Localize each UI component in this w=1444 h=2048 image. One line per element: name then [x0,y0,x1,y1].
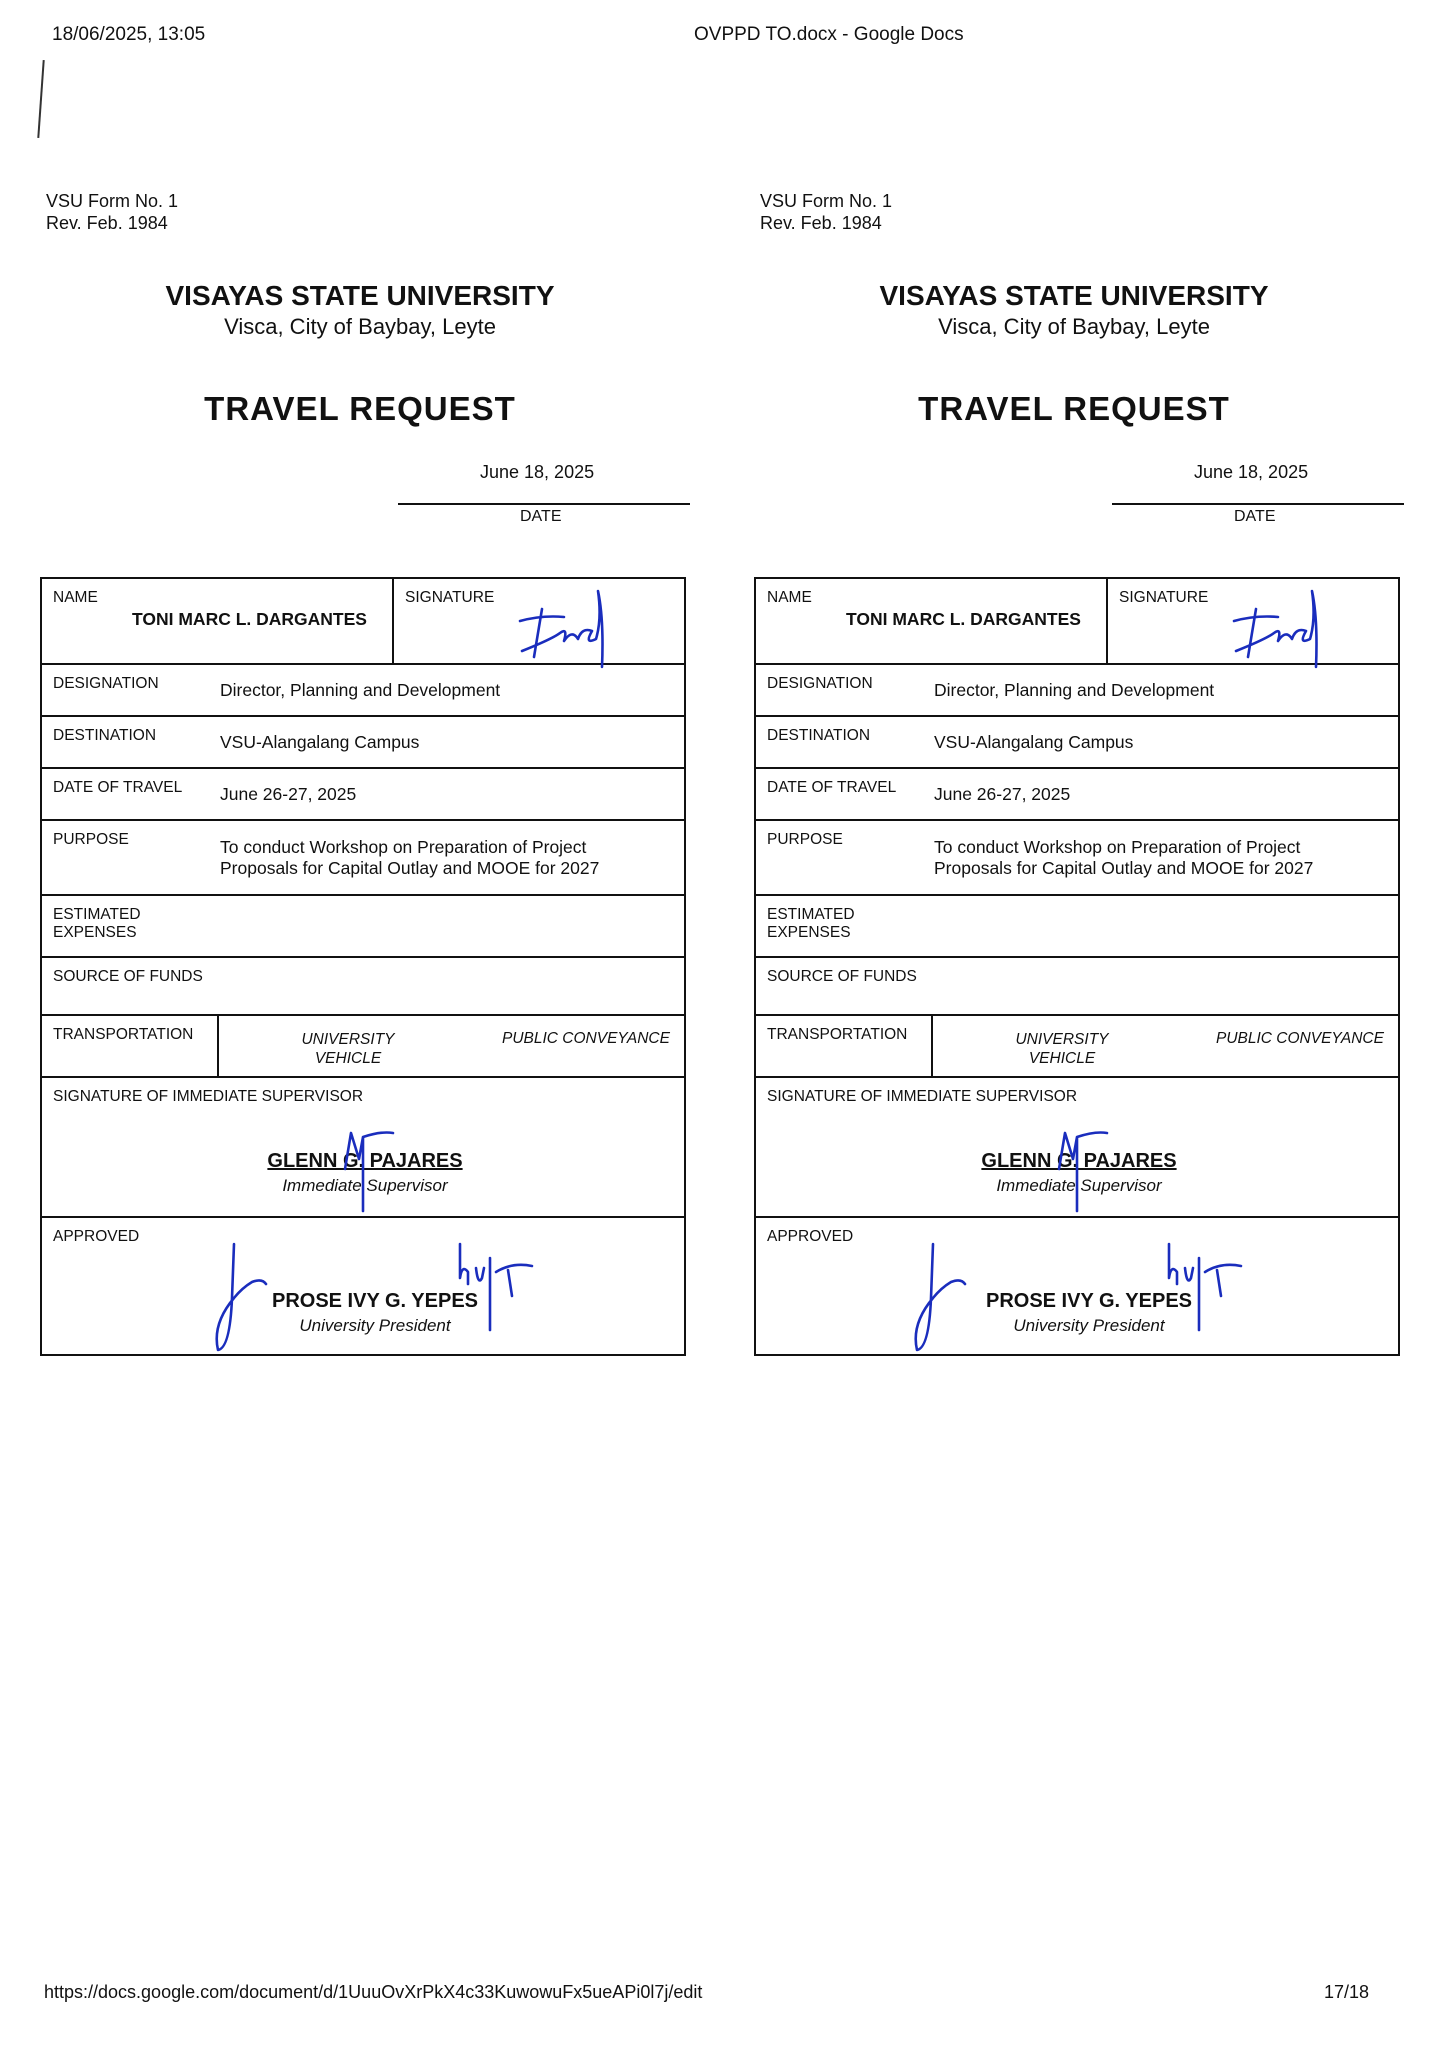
destination-label: DESTINATION [53,727,157,744]
travel-request-form-right [754,190,1414,1370]
approved-label: APPROVED [53,1228,140,1245]
transport-option-public-conveyance: PUBLIC CONVEYANCE [1216,1030,1384,1047]
designation-label: DESIGNATION [53,675,159,692]
form-title: TRAVEL REQUEST [918,390,1230,427]
designation-label: DESIGNATION [767,675,873,692]
approved-label: APPROVED [767,1228,854,1245]
name-label: NAME [53,589,98,606]
page-counter: 17/18 [1324,1982,1370,2002]
date-of-travel-row [756,769,1398,821]
form-number: VSU Form No. 1 [760,191,893,211]
estimated-expenses-row [756,896,1398,958]
transportation-row [42,1016,684,1078]
president-signature-mark [1161,1238,1261,1338]
estimated-expenses-row [42,896,684,958]
supervisor-row [756,1078,1398,1218]
university-name: VISAYAS STATE UNIVERSITY [165,280,555,311]
print-timestamp: 18/06/2025, 13:05 [52,24,206,45]
president-title: University President [299,1316,451,1335]
president-signature-mark [452,1238,542,1338]
form-number-block [46,190,178,234]
purpose-line-1: To conduct Workshop on Preparation of Project [934,837,1301,857]
supervisor-name: GLENN G. PAJARES [981,1150,1177,1172]
supervisor-title: Immediate Supervisor [996,1176,1162,1195]
destination-value: VSU-Alangalang Campus [220,732,420,752]
supervisor-title: Immediate Supervisor [282,1176,448,1195]
approved-row [756,1218,1398,1354]
purpose-value [934,837,1313,879]
date-line [398,503,690,505]
name-value: TONI MARC L. DARGANTES [132,609,367,629]
supervisor-signature [337,1123,417,1213]
source-of-funds-row [42,958,684,1016]
transportation-row [756,1016,1398,1078]
source-of-funds-row [756,958,1398,1016]
president-signature-initials [212,1238,282,1358]
purpose-line-2: Proposals for Capital Outlay and MOOE for 2027 [934,858,1314,878]
transport-option-public-conveyance: PUBLIC CONVEYANCE [502,1030,670,1047]
source-of-funds-label: SOURCE OF FUNDS [767,968,917,985]
supervisor-section-label: SIGNATURE OF IMMEDIATE SUPERVISOR [767,1088,1078,1105]
travel-request-table [754,577,1400,1356]
supervisor-row [42,1078,684,1218]
estimated-label-line-2: EXPENSES [767,924,851,941]
option-line-1: UNIVERSITY [1015,1031,1109,1048]
divider [1106,579,1108,663]
destination-row [756,717,1398,769]
date-value: June 18, 2025 [1194,462,1309,482]
date-of-travel-value: June 26-27, 2025 [934,784,1071,804]
form-revision: Rev. Feb. 1984 [46,213,168,233]
estimated-label-line-1: ESTIMATED [767,906,855,923]
destination-label: DESTINATION [767,727,871,744]
divider [931,1016,933,1076]
designation-value: Director, Planning and Development [220,680,501,700]
date-label: DATE [520,508,562,525]
university-location: Visca, City of Baybay, Leyte [224,314,496,339]
purpose-line-1: To conduct Workshop on Preparation of Project [220,837,587,857]
date-label: DATE [1234,508,1276,525]
date-of-travel-value: June 26-27, 2025 [220,784,357,804]
date-of-travel-label: DATE OF TRAVEL [53,779,183,796]
transportation-label: TRANSPORTATION [53,1026,194,1043]
designation-row [756,665,1398,717]
pen-mark [37,60,44,138]
president-title: University President [1013,1316,1165,1335]
supervisor-signature [1051,1123,1131,1213]
date-of-travel-row [42,769,684,821]
document-url: https://docs.google.com/document/d/1UuuOvXrPkX4c33KuwowuFx5ueAPi0l7j/edit [44,1982,703,2002]
option-line-2: VEHICLE [1028,1050,1096,1067]
travel-request-table [40,577,686,1356]
estimated-label-line-1: ESTIMATED [53,906,141,923]
date-of-travel-label: DATE OF TRAVEL [767,779,897,796]
name-row [756,579,1398,665]
requester-signature [512,579,622,669]
university-name: VISAYAS STATE UNIVERSITY [879,280,1269,311]
estimated-expenses-label [53,906,141,942]
form-number-block [760,190,892,234]
estimated-label-line-2: EXPENSES [53,924,137,941]
divider [217,1016,219,1076]
name-value: TONI MARC L. DARGANTES [846,609,1081,629]
purpose-row [756,821,1398,896]
form-revision: Rev. Feb. 1984 [760,213,882,233]
requester-signature [1226,579,1336,669]
option-line-2: VEHICLE [314,1050,382,1067]
university-location: Visca, City of Baybay, Leyte [938,314,1210,339]
date-line [1112,503,1404,505]
approved-row [42,1218,684,1354]
signature-label: SIGNATURE [405,589,495,606]
option-line-1: UNIVERSITY [301,1031,395,1048]
form-number: VSU Form No. 1 [46,191,179,211]
purpose-line-2: Proposals for Capital Outlay and MOOE for 2027 [220,858,600,878]
destination-value: VSU-Alangalang Campus [934,732,1134,752]
name-label: NAME [767,589,812,606]
designation-value: Director, Planning and Development [934,680,1215,700]
purpose-label: PURPOSE [53,831,129,848]
divider [392,579,394,663]
estimated-expenses-label [767,906,855,942]
designation-row [42,665,684,717]
supervisor-section-label: SIGNATURE OF IMMEDIATE SUPERVISOR [53,1088,364,1105]
form-title: TRAVEL REQUEST [204,390,516,427]
president-name: PROSE IVY G. YEPES [985,1290,1192,1312]
supervisor-name: GLENN G. PAJARES [267,1150,463,1172]
transportation-label: TRANSPORTATION [767,1026,908,1043]
transport-option-university-vehicle [1002,1030,1122,1068]
president-name: PROSE IVY G. YEPES [271,1290,478,1312]
signature-label: SIGNATURE [1119,589,1209,606]
name-row [42,579,684,665]
date-value: June 18, 2025 [480,462,595,482]
travel-request-form-left [40,190,700,1370]
president-signature-initials [911,1238,981,1358]
purpose-label: PURPOSE [767,831,843,848]
destination-row [42,717,684,769]
purpose-value [220,837,599,879]
transport-option-university-vehicle [288,1030,408,1068]
document-title: OVPPD TO.docx - Google Docs [694,24,964,45]
purpose-row [42,821,684,896]
source-of-funds-label: SOURCE OF FUNDS [53,968,203,985]
